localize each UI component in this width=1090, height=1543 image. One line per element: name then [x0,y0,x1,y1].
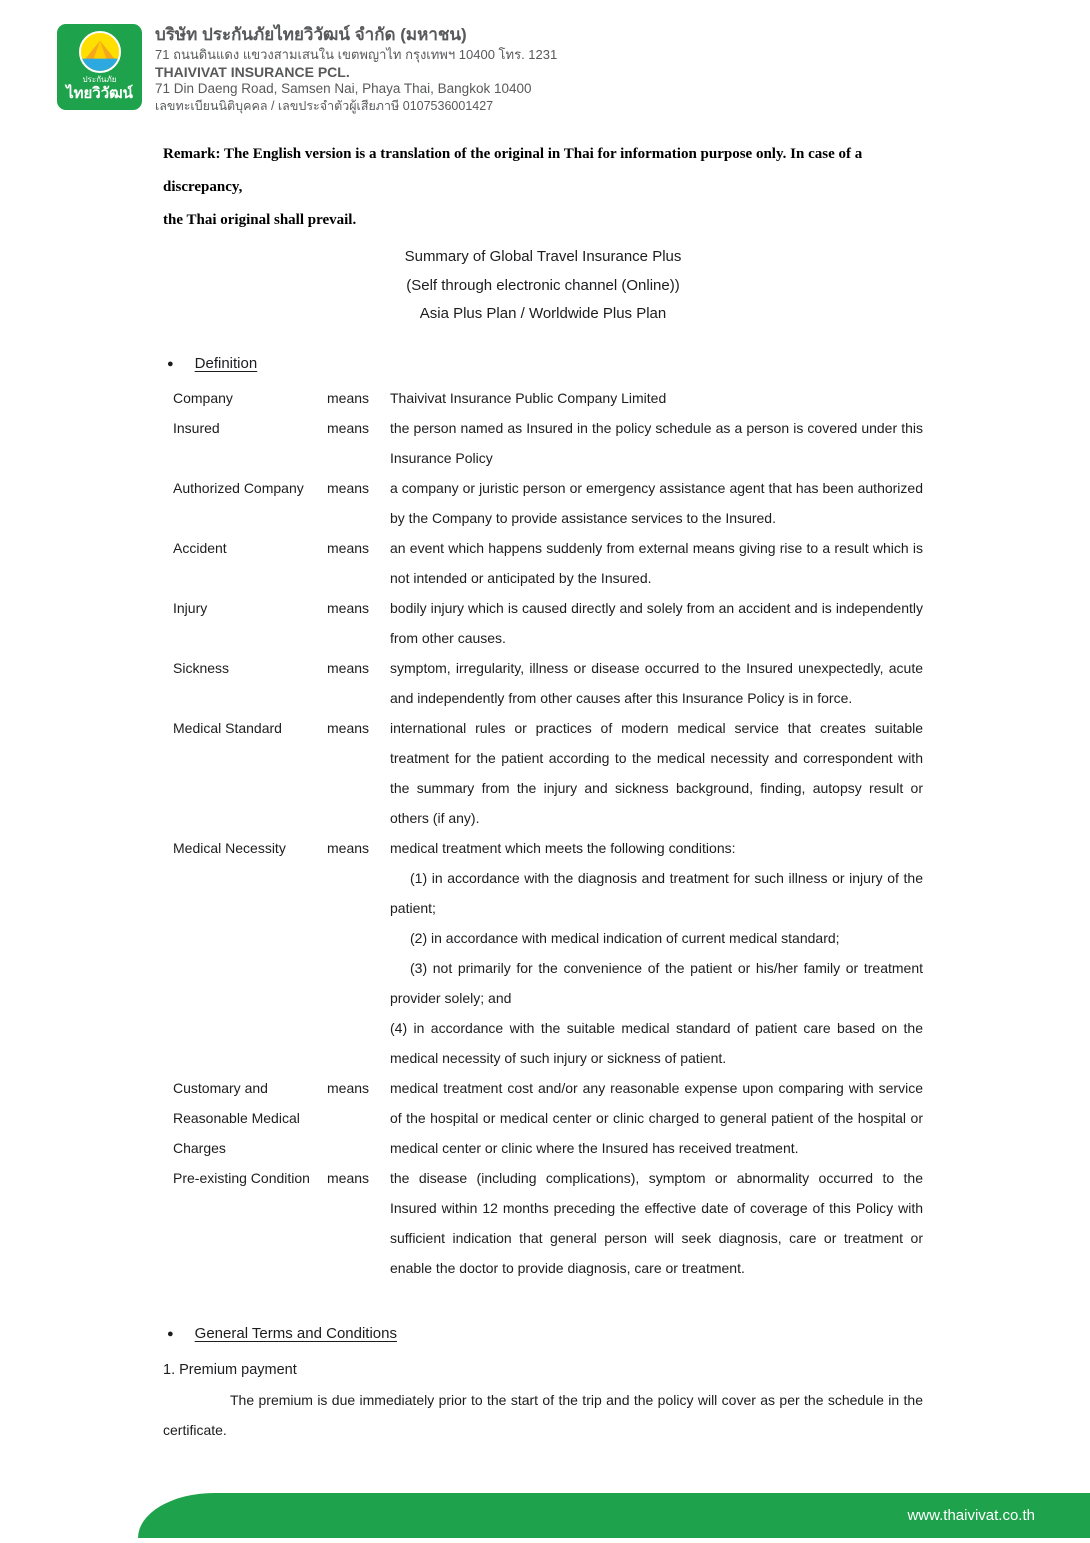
definition-term: Insured [173,419,220,436]
definition-row-sickness [163,653,923,713]
definition-row-company [163,383,923,413]
footer-url: www.thaivivat.co.th [907,1507,1035,1524]
means-label: means [327,659,370,676]
definition-paragraph: Thaivivat Insurance Public Company Limited [390,389,667,406]
means-label: means [327,1079,370,1096]
footer-band [138,1493,1090,1538]
company-name-thai: บริษัท ประกันภัยไทยวิวัฒน์ จำกัด (มหาชน) [155,25,467,44]
premium-payment-body: The premium is due immediately prior to the start of the trip and the policy will cover as per the schedule in the certificate. [163,1391,923,1438]
definition-paragraph: symptom, irregularity, illness or disease occurred to the Insured unexpectedly, acute and independently from other causes after this Insurance Policy is in force. [390,659,923,706]
definition-text [390,653,923,713]
definition-paragraph: (2) in accordance with medical indication of current medical standard; [410,929,840,946]
definition-row-pre-existing-condition [163,1163,923,1283]
definition-term: Accident [173,539,227,556]
definition-term: Injury [173,599,208,616]
mountain-sun-icon [79,31,121,73]
company-address-en: 71 Din Daeng Road, Samsen Nai, Phaya Thai, Bangkok 10400 [155,81,532,96]
definition-row-customary-charges [163,1073,923,1163]
definition-term: Pre-existing Condition [173,1169,310,1186]
document-title [163,243,923,329]
definition-term: Company [173,389,233,406]
company-address-thai: 71 ถนนดินแดง แขวงสามเสนใน เขตพญาไท กรุงเทพฯ 10400 โทร. 1231 [155,47,558,62]
definition-term: Sickness [173,659,230,676]
remark-note [163,138,923,237]
definition-paragraph: medical treatment which meets the following conditions: [390,839,736,856]
definition-paragraph: (1) in accordance with the diagnosis and treatment for such illness or injury of the patient; [390,869,923,916]
definition-paragraph: medical treatment cost and/or any reasonable expense upon comparing with service of the hospital or medical center or clinic charged to general patient of the hospital or medical center or clinic where the Insured has received treatment. [390,1079,923,1156]
definition-term: Medical Standard [173,719,282,736]
definition-row-accident [163,533,923,593]
definition-paragraph: the disease (including complications), symptom or abnormality occurred to the Insured within 12 months preceding the effective date of coverage of this Policy with sufficient indication that general person will seek diagnosis, care or treatment or enable the doctor to provide diagnosis, care or treatment. [390,1169,923,1276]
title-line2: (Self through electronic channel (Online)) [406,276,680,294]
bullet-icon: ● [167,357,174,370]
means-label: means [327,839,370,856]
definition-paragraph: (3) not primarily for the convenience of the patient or his/her family or treatment provider solely; and [390,959,923,1006]
definition-heading-label: Definition [194,354,258,372]
definition-term: Authorized Company [173,479,304,496]
logo-text-large: ไทยวิวัฒน์ [66,85,133,102]
thaivivat-logo [57,24,142,110]
definition-row-injury [163,593,923,653]
definition-text [390,473,923,533]
document-body [163,0,923,1446]
definition-text [390,1073,923,1163]
definition-paragraph: (4) in accordance with the suitable medical standard of patient care based on the medical necessity of such injury or sickness of patient. [390,1019,923,1066]
definition-term: Medical Necessity [173,839,286,856]
means-label: means [327,479,370,496]
means-label: means [327,1169,370,1186]
definition-section-heading [163,355,923,373]
definition-paragraph: international rules or practices of modern medical service that creates suitable treatment for the patient according to the medical necessity and correspondent with the summary from the injury and sickness background, finding, autopsy result or others (if any). [390,719,923,826]
definition-paragraph: an event which happens suddenly from external means giving rise to a result which is not intended or anticipated by the Insured. [390,539,923,586]
definition-text [390,713,923,833]
definition-row-insured [163,413,923,473]
means-label: means [327,419,370,436]
registration-number: เลขทะเบียนนิติบุคคล / เลขประจำตัวผู้เสียภาษี 0107536001427 [155,99,494,113]
company-name-en: THAIVIVAT INSURANCE PCL. [155,64,350,80]
definition-paragraph: a company or juristic person or emergency assistance agent that has been authorized by the Company to provide assistance services to the Insured. [390,479,923,526]
definition-text [390,413,923,473]
definition-text [390,533,923,593]
definition-text [390,383,923,413]
means-label: means [327,599,370,616]
definition-term: Customary and Reasonable Medical Charges [173,1079,300,1156]
means-label: means [327,539,370,556]
title-line3: Asia Plus Plan / Worldwide Plus Plan [419,305,667,322]
definition-row-medical-necessity [163,833,923,1073]
premium-payment-title: 1. Premium payment [163,1361,297,1378]
general-terms-heading-label: General Terms and Conditions [194,1324,397,1342]
definition-paragraph: the person named as Insured in the policy schedule as a person is covered under this Insurance Policy [390,419,923,466]
means-label: means [327,389,370,406]
definition-text [390,593,923,653]
remark-line2: the Thai original shall prevail. [163,212,357,228]
definition-row-authorized-company [163,473,923,533]
means-label: means [327,719,370,736]
definition-text [390,1163,923,1283]
title-line1: Summary of Global Travel Insurance Plus [404,248,682,265]
logo-text-small: ประกันภัย [82,75,117,84]
remark-line1: Remark: The English version is a translation of the original in Thai for information purpose only. In case of a discrepancy, [163,146,863,195]
definition-table [163,383,923,1283]
bullet-icon: ● [167,1327,174,1340]
general-terms-section-heading [163,1325,923,1343]
definition-text [390,833,923,1073]
definition-paragraph: bodily injury which is caused directly and solely from an accident and is independently from other causes. [390,599,923,646]
definition-row-medical-standard [163,713,923,833]
